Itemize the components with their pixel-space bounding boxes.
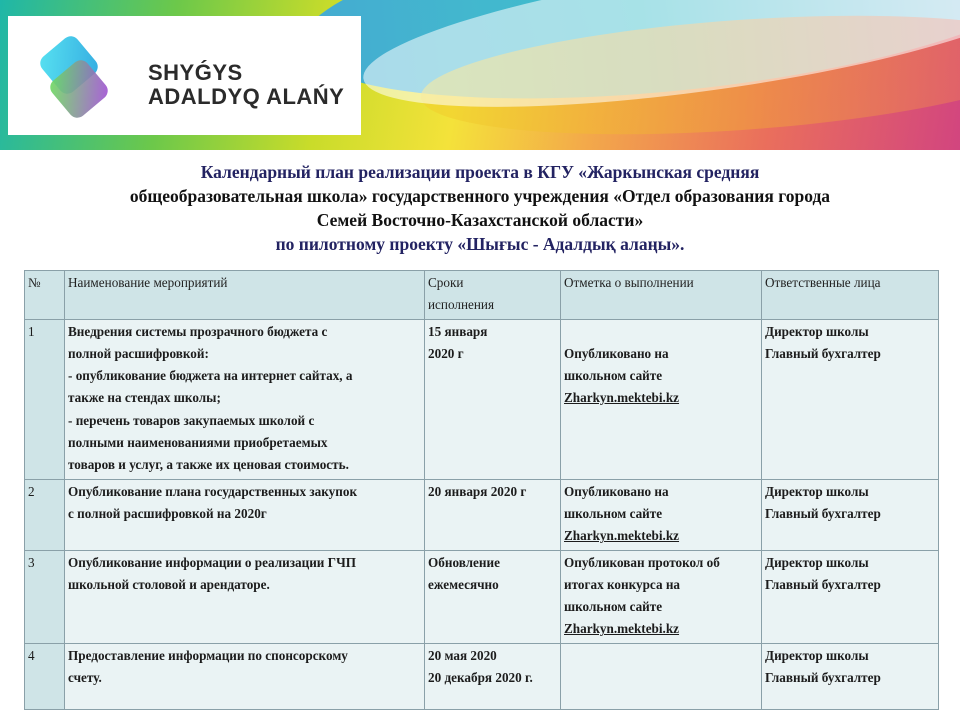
table-row <box>25 479 939 550</box>
responsible-line: Главный бухгалтер <box>765 505 881 521</box>
header-event: Наименование мероприятий <box>65 271 425 320</box>
header-responsible: Ответственные лица <box>762 271 939 320</box>
status-line: школьном сайте <box>564 599 663 615</box>
deadline-line: 20 декабря 2020 г. <box>428 670 533 686</box>
responsible-line: Директор школы <box>765 554 869 570</box>
row-status <box>561 643 762 709</box>
row-status <box>561 479 762 550</box>
header-deadline-line: Сроки <box>428 275 464 290</box>
event-line: с полной расшифровкой на 2020г <box>68 505 267 521</box>
status-line: школьном сайте <box>564 367 663 383</box>
header-num: № <box>25 271 65 320</box>
logo-line-2: ADALDYQ ALAŃY <box>148 84 345 109</box>
responsible-line: Главный бухгалтер <box>765 576 881 592</box>
page-title <box>20 160 940 256</box>
row-status <box>561 319 762 479</box>
logo-line-1: SHYǴYS <box>148 60 243 85</box>
logo-panel <box>8 16 361 135</box>
header-status: Отметка о выполнении <box>561 271 762 320</box>
row-deadline <box>425 643 561 709</box>
title-line-1: Календарный план реализации проекта в КГУ «Жаркынская средняя <box>200 162 760 182</box>
row-number: 4 <box>25 643 65 709</box>
table-row <box>25 643 939 709</box>
responsible-line: Директор школы <box>765 483 869 499</box>
row-responsible <box>762 319 939 479</box>
status-line: итогах конкурса на <box>564 576 681 592</box>
deadline-line: Обновление <box>428 554 500 570</box>
row-event <box>65 643 425 709</box>
status-line: Опубликовано на <box>564 483 669 499</box>
title-line-3: Семей Восточно-Казахстанской области» <box>316 210 644 230</box>
event-line: Опубликование информации о реализации ГЧП <box>68 554 357 570</box>
event-line: также на стендах школы; <box>68 390 221 406</box>
row-deadline <box>425 550 561 643</box>
school-site-link[interactable]: Zharkyn.mektebi.kz <box>564 621 680 637</box>
event-line: счету. <box>68 670 102 686</box>
logo-wordmark <box>148 61 344 109</box>
row-number: 1 <box>25 319 65 479</box>
row-deadline <box>425 319 561 479</box>
event-line: Внедрения системы прозрачного бюджета с <box>68 323 328 339</box>
logo-mark-icon <box>28 36 124 120</box>
status-line: школьном сайте <box>564 505 663 521</box>
status-line: Опубликован протокол об <box>564 554 720 570</box>
row-event <box>65 319 425 479</box>
deadline-line: 2020 г <box>428 345 464 361</box>
header-deadline-line: исполнения <box>428 297 495 313</box>
table-row <box>25 319 939 479</box>
table-header-row <box>25 271 939 320</box>
status-spacer <box>564 321 758 343</box>
deadline-line: 20 января 2020 г <box>428 483 527 499</box>
school-site-link[interactable]: Zharkyn.mektebi.kz <box>564 390 680 406</box>
title-line-2: общеобразовательная школа» государственного учреждения «Отдел образования города <box>129 186 831 206</box>
event-line: школьной столовой и арендаторе. <box>68 576 270 592</box>
row-deadline <box>425 479 561 550</box>
row-number: 3 <box>25 550 65 643</box>
event-line: Предоставление информации по спонсорскому <box>68 647 348 663</box>
deadline-line: 20 мая 2020 <box>428 647 497 663</box>
table-row <box>25 550 939 643</box>
event-line: - перечень товаров закупаемых школой с <box>68 412 315 428</box>
plan-table <box>24 270 939 710</box>
event-line: товаров и услуг, а также их ценовая стоимость. <box>68 457 349 473</box>
event-line: полной расшифровкой: <box>68 345 209 361</box>
row-event <box>65 479 425 550</box>
event-line: полными наименованиями приобретаемых <box>68 435 328 451</box>
event-line: - опубликование бюджета на интернет сайтах, а <box>68 368 353 384</box>
status-line: Опубликовано на <box>564 345 669 361</box>
responsible-line: Главный бухгалтер <box>765 670 881 686</box>
row-event <box>65 550 425 643</box>
responsible-line: Директор школы <box>765 647 869 663</box>
deadline-line: ежемесячно <box>428 576 499 592</box>
title-line-4: по пилотному проекту «Шығыс - Адалдық алаңы». <box>275 234 685 254</box>
row-status <box>561 550 762 643</box>
row-number: 2 <box>25 479 65 550</box>
row-responsible <box>762 550 939 643</box>
header-deadline <box>425 271 561 320</box>
responsible-line: Директор школы <box>765 323 869 339</box>
responsible-line: Главный бухгалтер <box>765 345 881 361</box>
event-line: Опубликование плана государственных закупок <box>68 483 358 499</box>
school-site-link[interactable]: Zharkyn.mektebi.kz <box>564 528 680 544</box>
deadline-line: 15 января <box>428 323 488 339</box>
row-responsible <box>762 643 939 709</box>
row-responsible <box>762 479 939 550</box>
